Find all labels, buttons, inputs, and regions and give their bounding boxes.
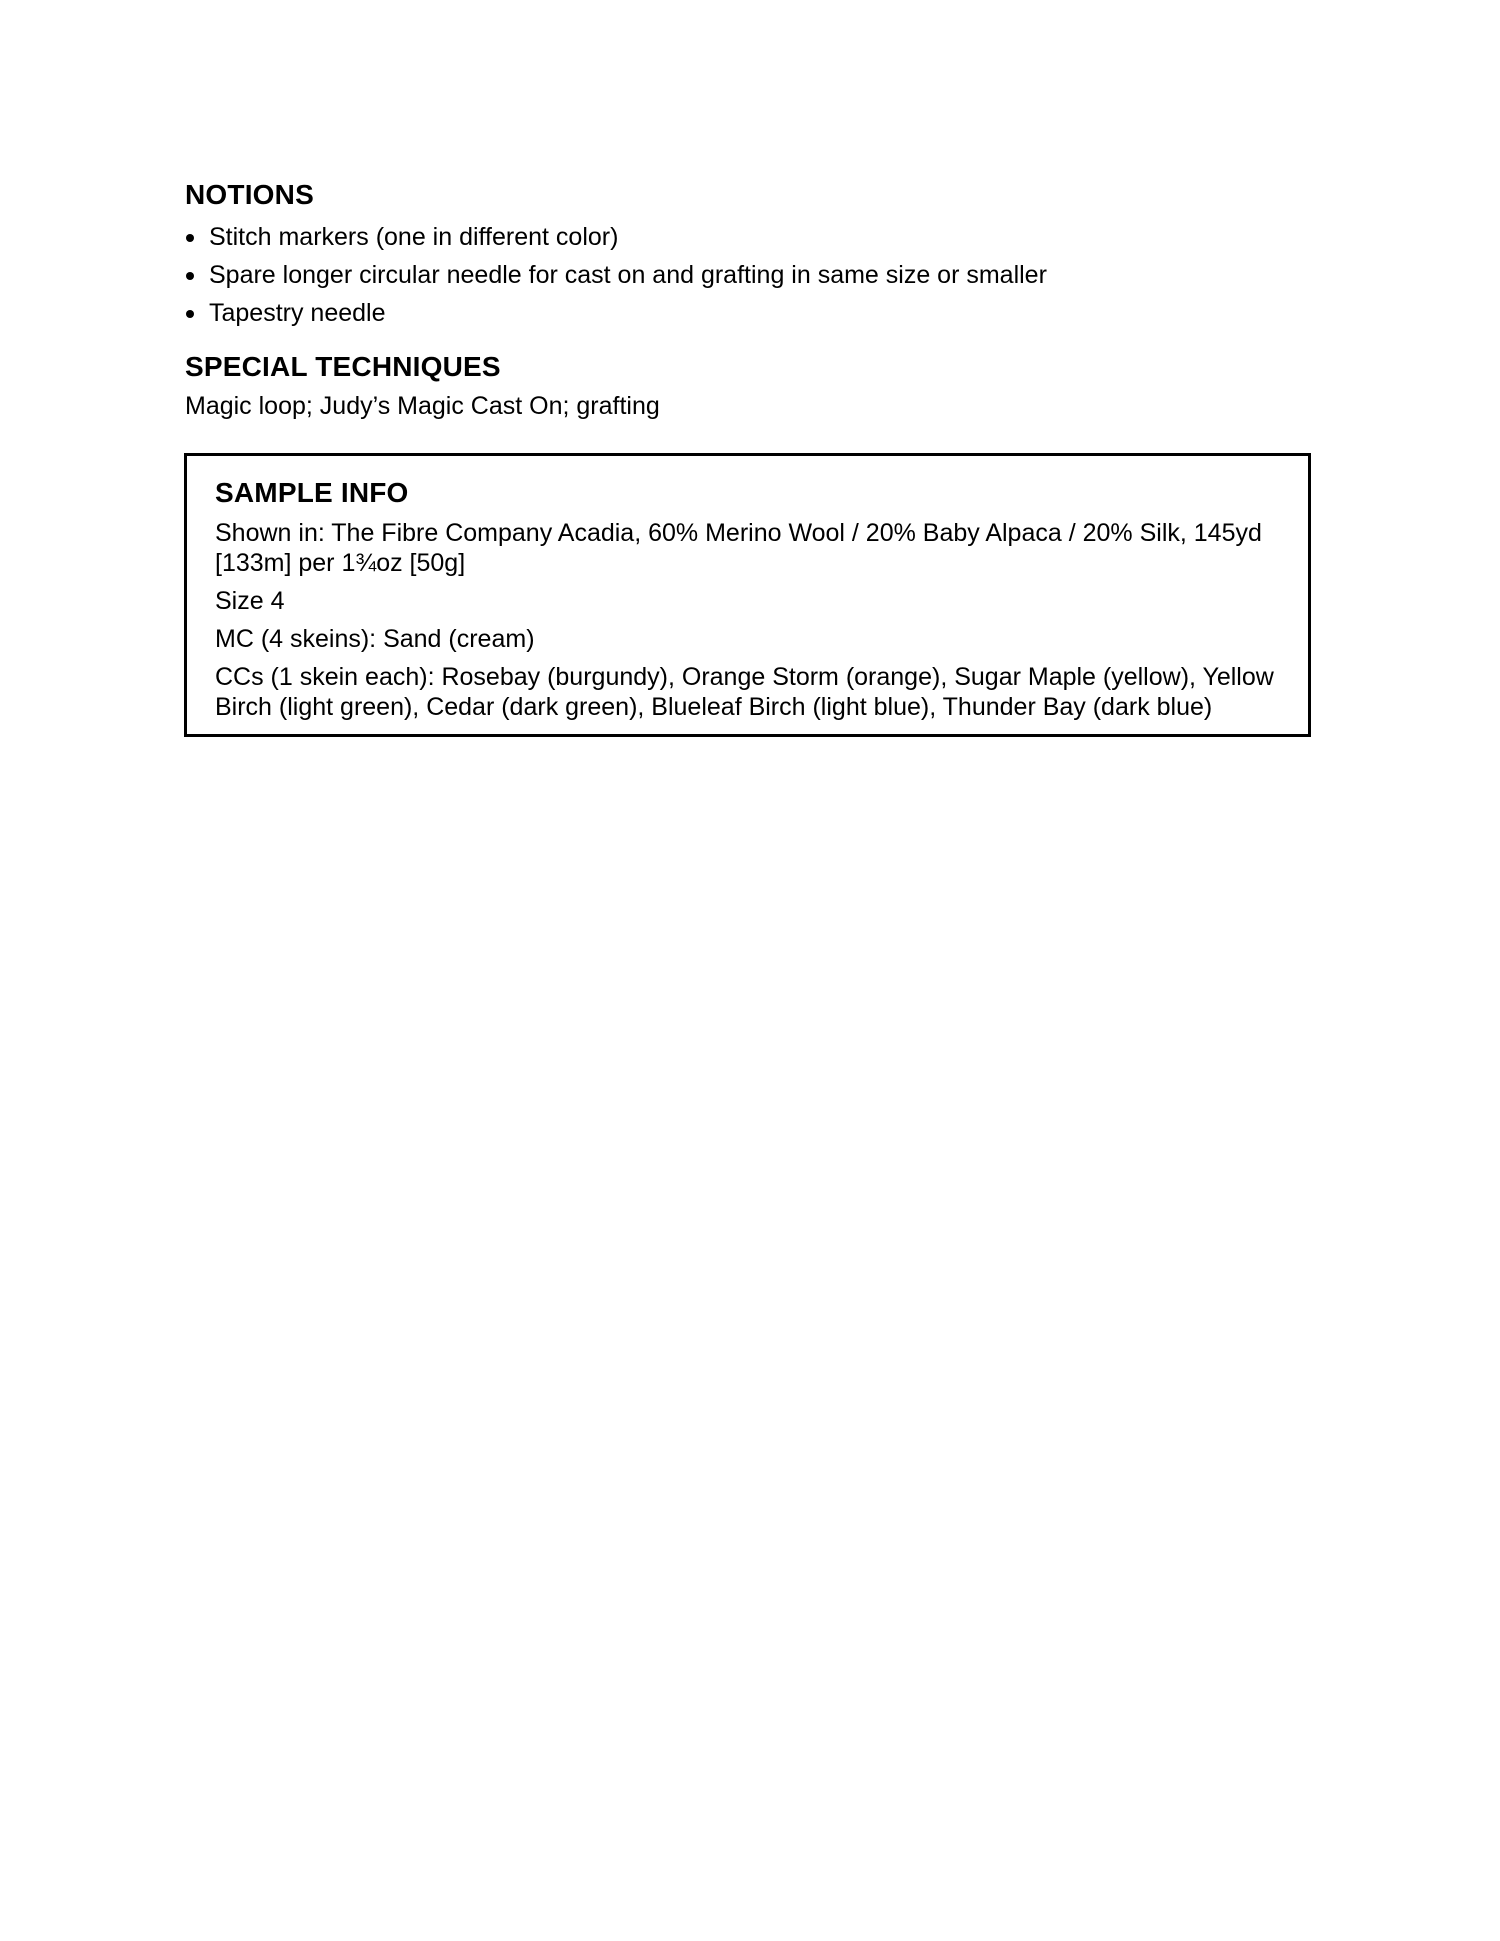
list-item: Tapestry needle xyxy=(185,294,1315,332)
sample-main-color: MC (4 skeins): Sand (cream) xyxy=(215,625,535,653)
sample-size: Size 4 xyxy=(215,587,285,615)
notions-heading: NOTIONS xyxy=(185,179,314,210)
sample-info-heading: SAMPLE INFO xyxy=(215,477,409,508)
special-techniques-heading: SPECIAL TECHNIQUES xyxy=(185,351,501,382)
list-item: Stitch markers (one in different color) xyxy=(185,218,1315,256)
special-techniques-text: Magic loop; Judy’s Magic Cast On; grafting xyxy=(185,392,660,420)
list-item: Spare longer circular needle for cast on and grafting in same size or smaller xyxy=(185,256,1315,294)
sample-contrast-colors: CCs (1 skein each): Rosebay (burgundy), Orange Storm (orange), Sugar Maple (yellow), Yellow Birch (light green), Cedar (dark green), Blueleaf Birch (light blue), Thunder Bay (dark blue) xyxy=(215,663,1274,721)
notions-list xyxy=(185,218,1315,332)
document-page xyxy=(185,178,1315,721)
sample-info-box xyxy=(184,453,1311,737)
sample-shown-in: Shown in: The Fibre Company Acadia, 60% Merino Wool / 20% Baby Alpaca / 20% Silk, 145yd [133m] per 1¾oz [50g] xyxy=(215,519,1262,577)
